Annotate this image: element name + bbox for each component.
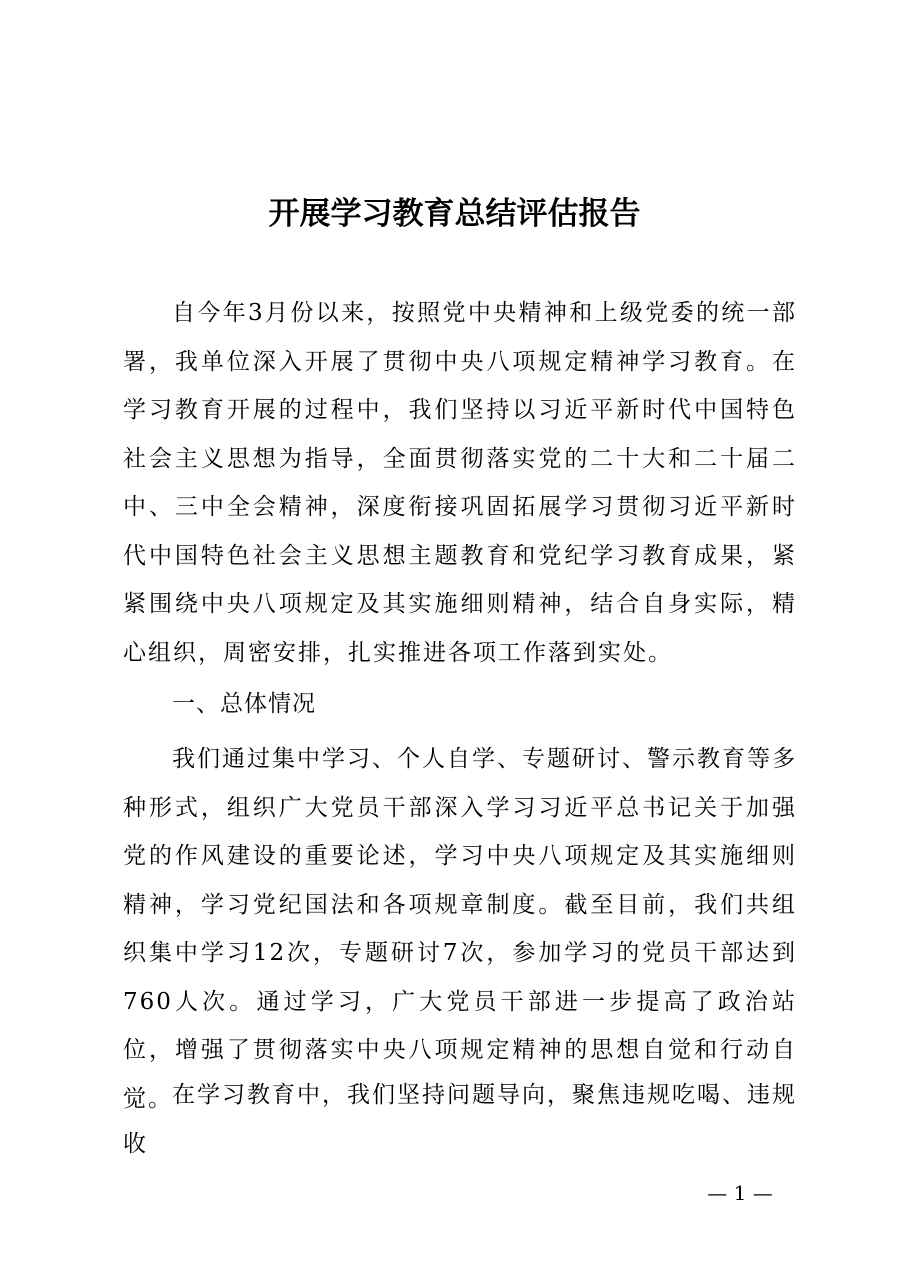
section-heading: 一、总体情况 xyxy=(172,691,316,717)
paragraph-problem: 在学习教育中，我们坚持问题导向，聚焦违规吃喝、违规收 xyxy=(123,1082,797,1157)
paragraph-intro: 自今年3月份以来，按照党中央精神和上级党委的统一部署，我单位深入开展了贯彻中央八项规定精神学习教育。在学习教育开展的过程中，我们坚持以习近平新时代中国特色社会主义思想为指导，全面贯彻落实党的二十大和二十届二中、三中全会精神，深度衔接巩固拓展学习贯彻习近平新时代中国特色社会主义思想主题教育和党纪学习教育成果，紧紧围绕中央八项规定及其实施细则精神，结合自身实际，精心组织，周密安排，扎实推进各项工作落到实处。 xyxy=(123,300,797,666)
document-title: 开展学习教育总结评估报告 xyxy=(268,196,641,232)
paragraph-overview: 我们通过集中学习、个人自学、专题研讨、警示教育等多种形式，组织广大党员干部深入学习习近平总书记关于加强党的作风建设的重要论述，学习中央八项规定及其实施细则精神，学习党纪国法和各项规章制度。截至目前，我们共组织集中学习12次，专题研讨7次，参加学习的党员干部达到760人次。通过学习，广大党员干部进一步提高了政治站位，增强了贯彻落实中央八项规定精神的思想自觉和行动自觉。 xyxy=(123,746,797,1112)
page-number: — 1 — xyxy=(707,1181,773,1205)
